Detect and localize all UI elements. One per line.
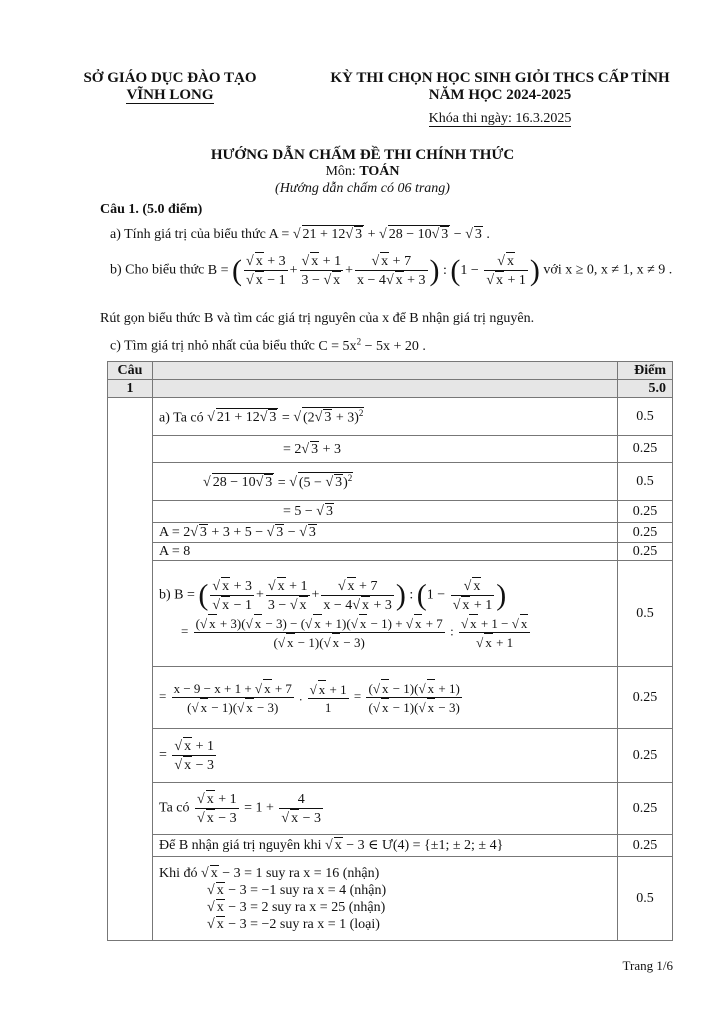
table-row bbox=[108, 543, 673, 561]
table-row bbox=[108, 398, 673, 436]
department-name: SỞ GIÁO DỤC ĐÀO TẠO VĨNH LONG bbox=[83, 70, 257, 103]
row-score: 0.5 bbox=[618, 857, 673, 941]
total-score: 5.0 bbox=[618, 380, 673, 398]
step-b6: Khi đó √ x − 3 = 1 suy ra x = 16 (nhận) √ x − 3 = −1 suy ra x = 4 (nhận) √ x − 3 = 2 suy ra x = 25 (nhận) √ x − 3 = −2 suy ra x = 1 (loại) bbox=[153, 857, 618, 941]
question-part-b-task: Rút gọn biểu thức B và tìm các giá trị nguyên của x để B nhận giá trị nguyên. bbox=[100, 311, 535, 326]
table-row bbox=[108, 501, 673, 523]
table-row bbox=[108, 857, 673, 941]
table-row bbox=[108, 667, 673, 729]
table-header-row bbox=[108, 362, 673, 380]
step-a5: A = 2√ 3 + 3 + 5 − √ 3 − √ 3 bbox=[153, 523, 618, 543]
step-a2: = 2√ 3 + 3 bbox=[153, 436, 618, 463]
table-row bbox=[108, 523, 673, 543]
step-a4: = 5 − √ 3 bbox=[153, 501, 618, 523]
row-score: 0.25 bbox=[618, 729, 673, 783]
expression-b: B = ( √ x + 3 √ x − 1 + √ $\frac{x + 1}{3 - √ x}$ + √ $\frac{x + 7}{x - 4√ x + 3}$ ) : (1 − √ x √ x + 1 ) bbox=[208, 263, 540, 278]
page-number: Trang 1/6 bbox=[622, 958, 673, 973]
question-part-c: c) Tìm giá trị nhỏ nhất của biểu thức $C = 5x^2 - 5x + 20$ . bbox=[110, 336, 426, 354]
step-b4: Ta có √ x + 1 √ x − 3 = 1 + 4 √ x − 3 bbox=[153, 783, 618, 835]
step-a1: a) Ta có √ 21 + 12√ 3 = √ (2√ 3 + 3)$^2$ bbox=[153, 398, 618, 436]
expression-a: A = √ 21 + 12√ 3 + √ 28 − 10√ 3 − √ 3 . bbox=[269, 227, 490, 242]
subject-line: Môn: TOÁN bbox=[325, 164, 400, 179]
row-score: 0.5 bbox=[618, 561, 673, 667]
step-b2: = $\frac{x - 9 - x + 1 + √ x + 7}{(√ x - 1)(√ x - 3)}$ . √ $\frac{x + 1}{1}$ = $\frac{(√ x - 1)(√ x + 1)}{(√ x - 1)(√ x - 3)}$ bbox=[153, 667, 618, 729]
step-b3: = √ x + 1 √ x − 3 bbox=[153, 729, 618, 783]
step-a3: √ 28 − 10√ 3 = √ (5 − √ 3)$^2$ bbox=[153, 463, 618, 501]
table-row bbox=[108, 783, 673, 835]
step-b1: b) B = ( √ x + 3 √ x − 1 + √ $\frac{x + 1}{3 - √ x}$ + √ $\frac{x + 7}{x - 4√ x + 3}$ ) : (1 − √ x √ x + 1 ) = $\frac{(√ x + 3)(√ x - 3) - (√ x + 1)(√ x - 1) + √ x + 7}{(√ x - 1)(√ x - 3)}$ : √ x + 1 − √ x √ x + 1 bbox=[153, 561, 618, 667]
province-name: VĨNH LONG bbox=[126, 87, 214, 103]
table-question-row bbox=[108, 380, 673, 398]
question-heading: Câu 1. (5.0 điểm) bbox=[100, 202, 203, 217]
header-question: Câu bbox=[108, 362, 153, 380]
row-score: 0.25 bbox=[618, 543, 673, 561]
row-score: 0.5 bbox=[618, 398, 673, 436]
table-row bbox=[108, 561, 673, 667]
row-score: 0.5 bbox=[618, 463, 673, 501]
table-row bbox=[108, 436, 673, 463]
question-part-b: b) Cho biểu thức B = ( √ x + 3 √ x − 1 + √ $\frac{x + 1}{3 - √ x}$ + √ $\frac{x + 7}{x - 4√ x + 3}$ ) : (1 − √ x √ x + 1 ) với x ≥ 0, x ≠ 1, x ≠ 9 . bbox=[110, 252, 672, 298]
step-b5: Để B nhận giá trị nguyên khi √ x − 3 ∈ Ư(4) = {±1; ± 2; ± 4} bbox=[153, 835, 618, 857]
grading-table bbox=[107, 361, 673, 941]
question-part-a: a) Tính giá trị của biểu thức A = √ 21 + 12√ 3 + √ 28 − 10√ 3 − √ 3 . bbox=[110, 225, 490, 243]
row-score: 0.25 bbox=[618, 783, 673, 835]
row-score: 0.25 bbox=[618, 501, 673, 523]
table-row bbox=[108, 729, 673, 783]
step-a6: A = 8 bbox=[153, 543, 618, 561]
table-row bbox=[108, 463, 673, 501]
row-score: 0.25 bbox=[618, 667, 673, 729]
row-score: 0.25 bbox=[618, 523, 673, 543]
row-score: 0.25 bbox=[618, 835, 673, 857]
table-row bbox=[108, 835, 673, 857]
row-score: 0.25 bbox=[618, 436, 673, 463]
exam-title: KỲ THI CHỌN HỌC SINH GIỎI THCS CẤP TỈNH NĂM HỌC 2024-2025 bbox=[330, 70, 670, 103]
question-number: 1 bbox=[108, 380, 153, 398]
guide-title: HƯỚNG DẪN CHẤM ĐỀ THI CHÍNH THỨC bbox=[210, 147, 515, 163]
expression-c: $C = 5x^2 - 5x + 20$ . bbox=[318, 336, 426, 354]
pages-note: (Hướng dẫn chấm có 06 trang) bbox=[275, 181, 450, 196]
exam-date: Khóa thi ngày: 16.3.2025 bbox=[428, 111, 572, 126]
header-score: Điểm bbox=[618, 362, 673, 380]
